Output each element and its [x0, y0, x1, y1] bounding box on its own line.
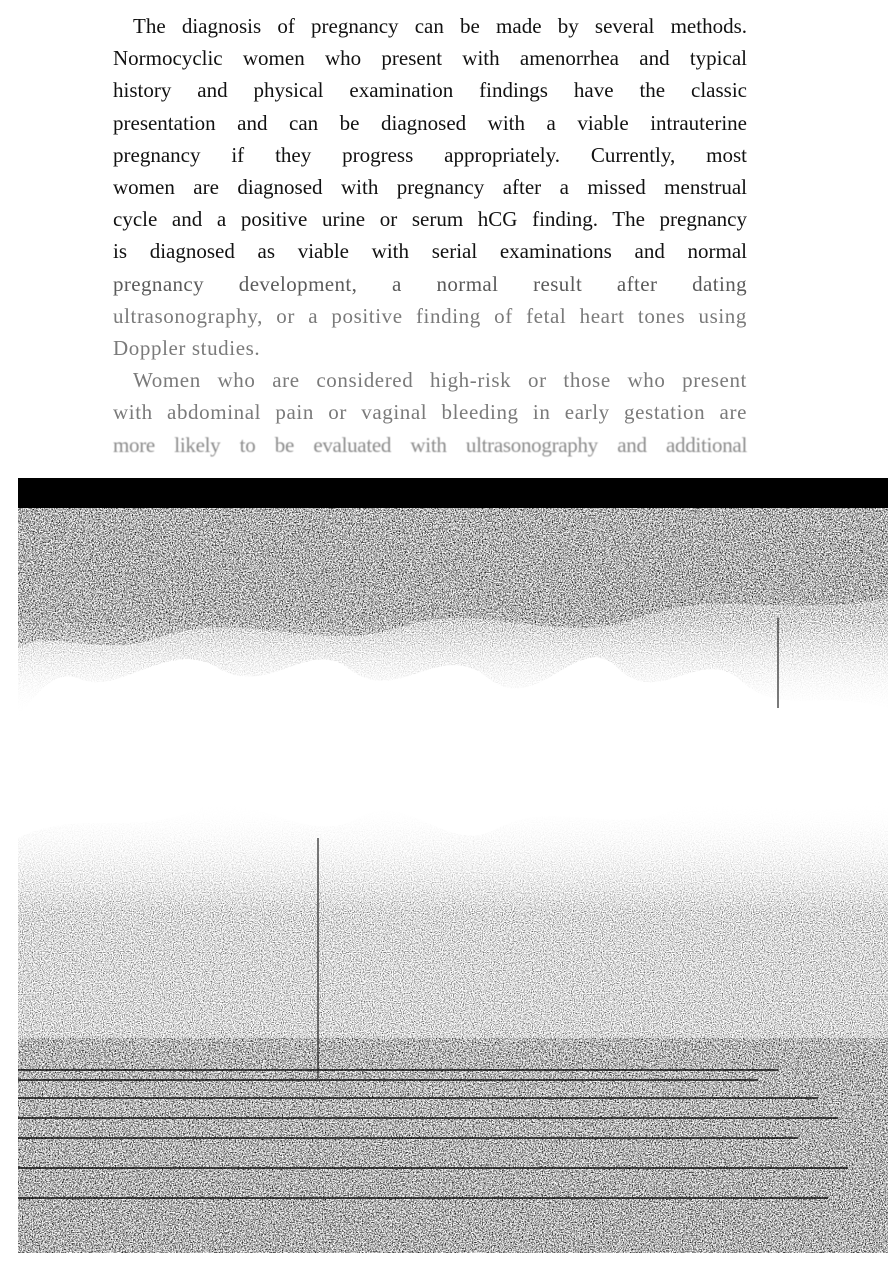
text-line: is diagnosed as viable with serial examinations and normal — [113, 239, 747, 264]
text-line: cycle and a positive urine or serum hCG finding. The pregnancy — [113, 207, 747, 232]
text-line: The diagnosis of pregnancy can be made by several methods. — [133, 14, 747, 38]
paragraph-2 — [113, 364, 747, 461]
text-line: history and physical examination findings have the classic — [113, 78, 747, 103]
body-text — [113, 10, 747, 461]
text-line: Normocyclic women who present with amenorrhea and typical — [113, 46, 747, 71]
text-line: Doppler studies. — [113, 336, 261, 361]
text-line: pregnancy if they progress appropriately. Currently, most — [113, 142, 747, 167]
text-line: women are diagnosed with pregnancy after a missed menstrual — [113, 175, 747, 200]
text-line: pregnancy development, a normal result after dating — [113, 271, 747, 296]
text-line: Women who are considered high-risk or those who present — [133, 368, 747, 393]
paragraph-1 — [113, 10, 747, 364]
text-line: ultrasonography, or a positive finding of fetal heart tones using — [113, 303, 747, 328]
text-line: presentation and can be diagnosed with a viable intrauterine — [113, 110, 747, 135]
degraded-photocopy-image — [18, 478, 888, 1253]
text-line: more likely to be evaluated with ultrasonography and additional — [113, 432, 747, 457]
text-line: with abdominal pain or vaginal bleeding in early gestation are — [113, 400, 747, 425]
